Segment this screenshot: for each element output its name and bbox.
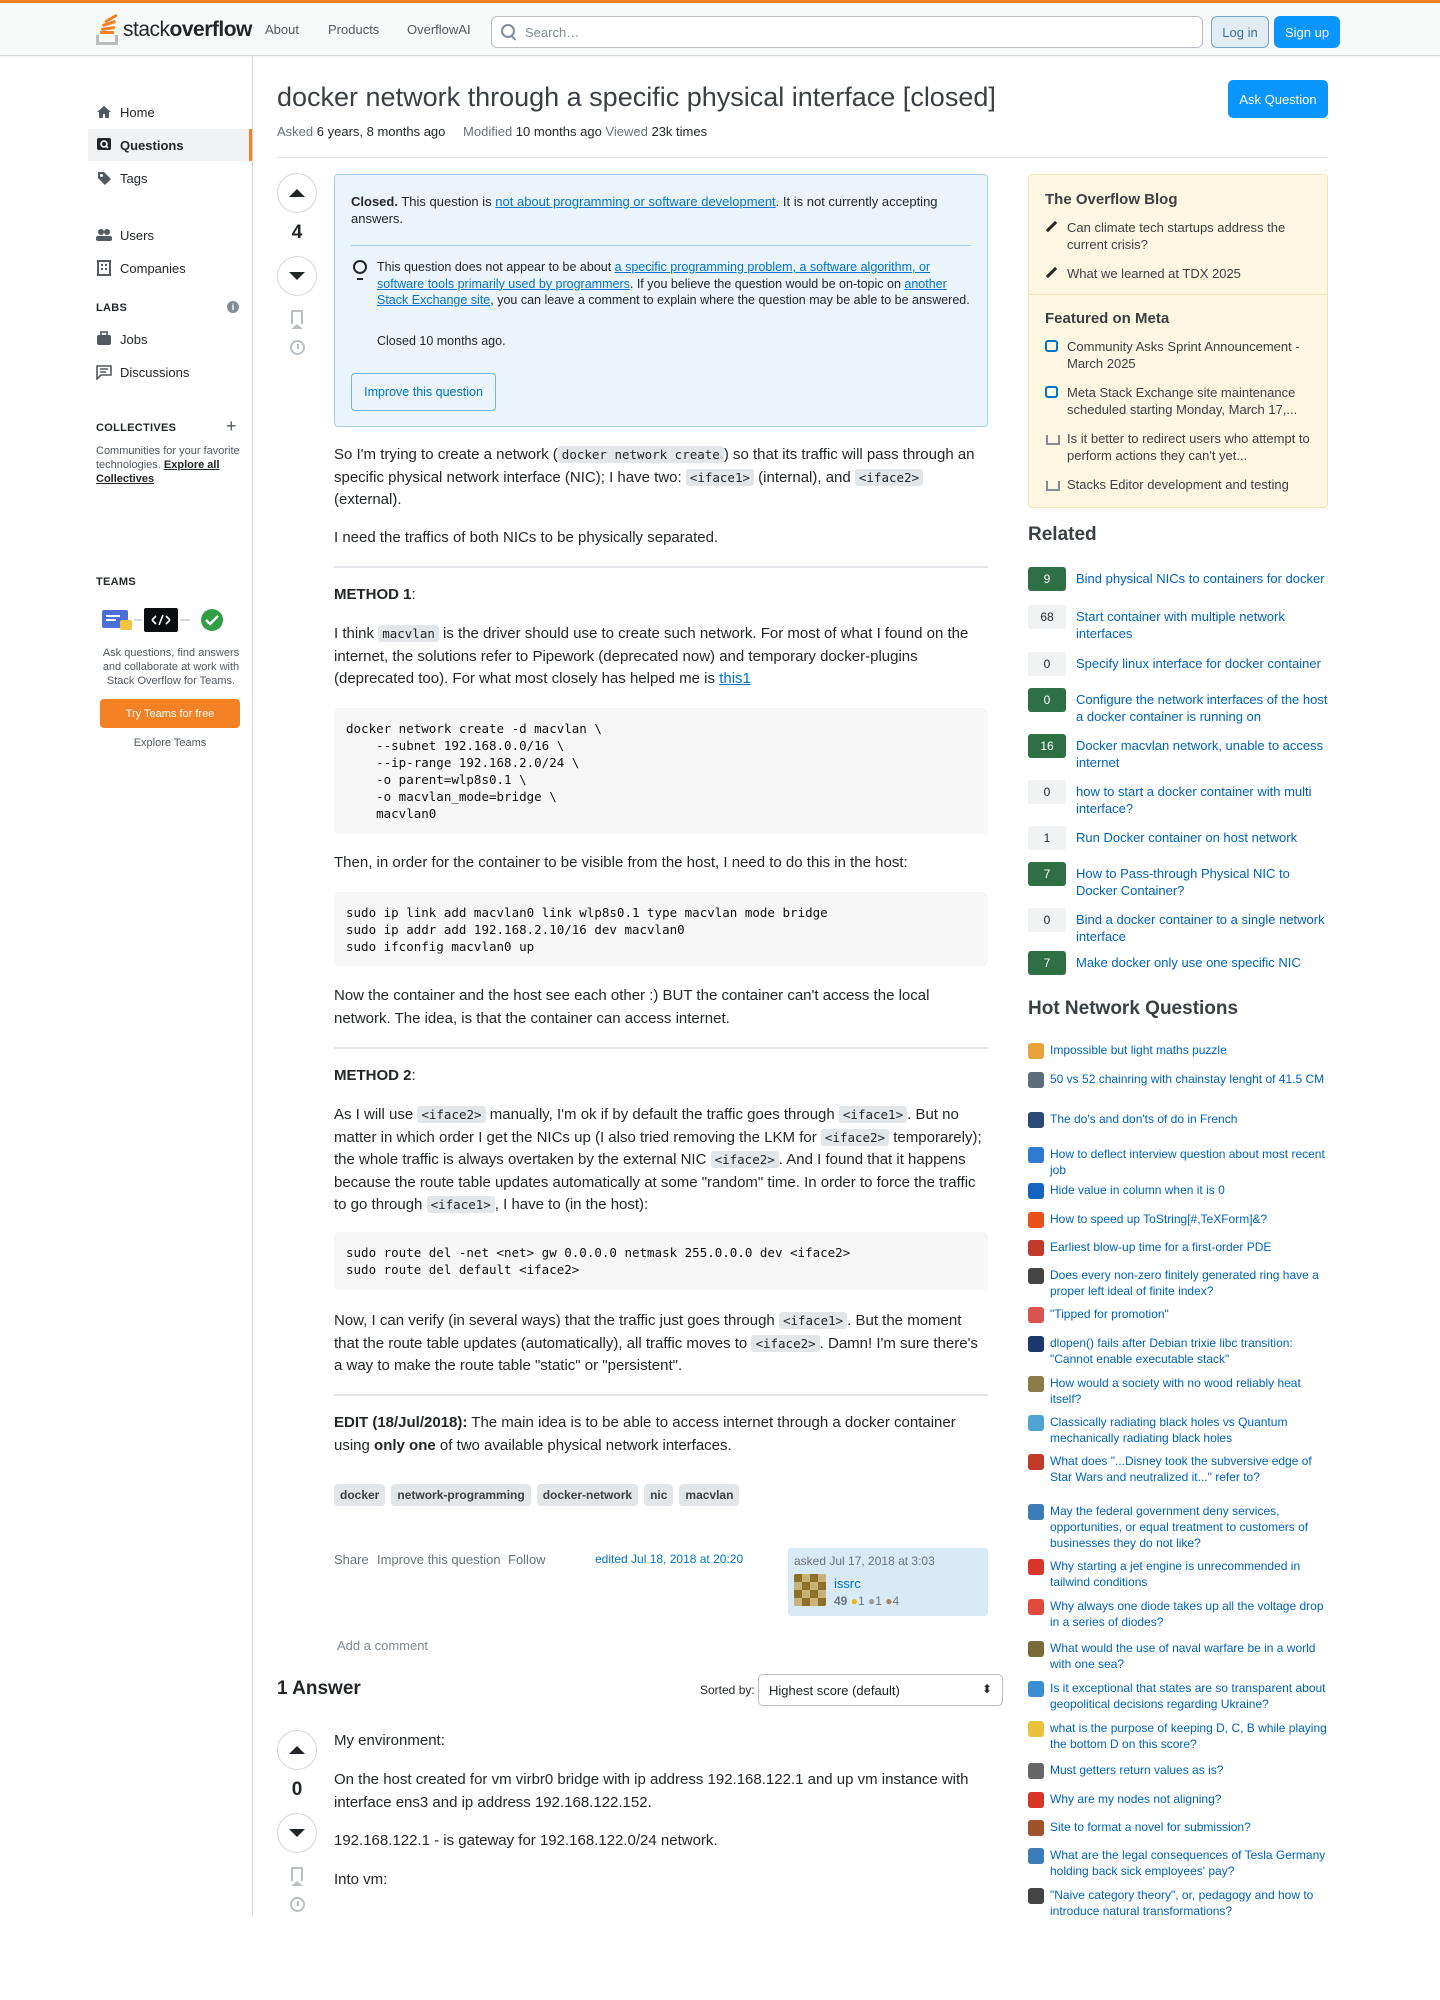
hot-question-title: Is it exceptional that states are so transparent about geopolitical decisions regarding Ukraine? xyxy=(1050,1681,1326,1711)
nav-products[interactable]: Products xyxy=(328,22,380,37)
hot-question-title: What would the use of naval warfare be in a world with one sea? xyxy=(1050,1641,1316,1671)
answer-downvote-button[interactable] xyxy=(277,1813,317,1853)
question-paragraph-7: Now, I can verify (in several ways) that the traffic just goes through <iface1> . But the moment that the route table updates (automatically), all traffic moves to <iface2> . Damn! I'm sure there's a way to make the route table "static" or "persistent". xyxy=(334,1312,978,1374)
question-paragraph-2: I need the traffics of both NICs to be physically separated. xyxy=(334,529,719,546)
related-question-link[interactable] xyxy=(1028,652,1328,676)
site-favicon-icon xyxy=(1028,1336,1044,1352)
hot-question-title: What does "...Disney took the subversive edge of Star Wars and neutralized it..." refer to? xyxy=(1050,1454,1312,1484)
sidebar-item-companies[interactable]: Companies xyxy=(88,252,252,284)
hot-question-link[interactable] xyxy=(1028,1239,1328,1256)
answer-count-badge: 7 xyxy=(1028,951,1066,975)
nav-overflowai[interactable]: OverflowAI xyxy=(407,22,471,37)
this1-link[interactable]: this1 xyxy=(719,670,751,687)
method2-heading: METHOD 2: xyxy=(334,1067,416,1084)
pencil-icon xyxy=(1045,221,1057,233)
hot-question-title: Site to format a novel for submission? xyxy=(1050,1820,1251,1834)
edited-link[interactable]: edited Jul 18, 2018 at 20:20 xyxy=(595,1552,744,1566)
teams-text: Ask questions, find answers and collaborate at work with Stack Overflow for Teams. xyxy=(102,647,240,687)
site-favicon-icon xyxy=(1028,1848,1044,1864)
hot-question-title: "Naive category theory", or, pedagogy and how to introduce natural transformations? xyxy=(1050,1888,1314,1918)
related-question-link[interactable] xyxy=(1028,780,1328,817)
related-heading: Related xyxy=(1028,524,1097,545)
hot-question-link[interactable] xyxy=(1028,1453,1328,1485)
sort-label: Sorted by: xyxy=(700,1683,755,1697)
hot-question-title: dlopen() fails after Debian trixie libc transition: "Cannot enable executable stack" xyxy=(1050,1336,1293,1366)
hot-question-title: Does every non-zero finitely generated ring have a proper left ideal of finite index? xyxy=(1050,1268,1319,1298)
asker-card: asked Jul 17, 2018 at 3:03 issrc 49 ●1 ●1 ●4 xyxy=(788,1548,988,1616)
site-favicon-icon xyxy=(1028,1240,1044,1256)
code-block-3[interactable]: sudo route del -net <net> gw 0.0.0.0 netmask 255.0.0.0 dev <iface2> sudo route del default <iface2> xyxy=(334,1232,988,1290)
sidebar-item-users[interactable]: Users xyxy=(88,219,252,251)
sidebar-item-questions[interactable]: Questions xyxy=(88,129,252,161)
stackoverflow-logo[interactable]: stackoverflow xyxy=(96,13,252,47)
stack-exchange-link[interactable]: another Stack Exchange site xyxy=(377,276,947,307)
chat-icon xyxy=(1045,340,1058,352)
meta-item[interactable]: Is it better to redirect users who attempt to perform actions they can't yet... xyxy=(1045,430,1315,464)
related-question-title: Docker macvlan network, unable to access internet xyxy=(1076,738,1324,770)
site-favicon-icon xyxy=(1028,1559,1044,1575)
off-topic-link[interactable]: not about programming or software development xyxy=(495,194,776,209)
tag-docker-network[interactable]: docker-network xyxy=(537,1484,638,1506)
stack-overflow-icon xyxy=(1045,432,1058,445)
answer-paragraph-4: Into vm: xyxy=(334,1871,388,1888)
site-favicon-icon xyxy=(1028,1147,1044,1163)
hot-question-title: Hide value in column when it is 0 xyxy=(1050,1183,1225,1197)
hot-question-link[interactable] xyxy=(1028,1887,1328,1919)
hot-question-link[interactable] xyxy=(1028,1111,1328,1128)
answer-count-badge: 9 xyxy=(1028,567,1066,591)
questions-icon xyxy=(96,137,112,153)
hot-question-link[interactable] xyxy=(1028,1042,1328,1059)
modified-link[interactable]: 10 months ago xyxy=(515,124,602,139)
question-paragraph-1: So I'm trying to create a network ( docker network create ) so that its traffic will pass through an specific physical network interface (NIC); I have two: <iface1> (internal), and <iface2> (external). xyxy=(334,446,975,508)
answer-paragraph-1: My environment: xyxy=(334,1732,445,1749)
answers-heading: 1 Answer xyxy=(277,1678,361,1699)
improve-question-button[interactable]: Improve this question xyxy=(351,373,496,411)
related-question-link[interactable] xyxy=(1028,908,1328,945)
hot-question-link[interactable] xyxy=(1028,1211,1328,1228)
tag-list xyxy=(334,1484,739,1506)
sidebar-item-tags[interactable]: Tags xyxy=(88,162,252,194)
site-favicon-icon xyxy=(1028,1888,1044,1904)
related-question-title: Bind physical NICs to containers for docker xyxy=(1076,571,1325,586)
hot-question-title: Why are my nodes not aligning? xyxy=(1050,1792,1222,1806)
site-favicon-icon xyxy=(1028,1820,1044,1836)
share-link[interactable]: Share xyxy=(334,1552,369,1567)
related-question-link[interactable] xyxy=(1028,605,1328,642)
on-topic-link[interactable]: a specific programming problem, a software algorithm, or software tools primarily used by programmers xyxy=(377,260,931,291)
users-icon xyxy=(96,227,112,243)
site-favicon-icon xyxy=(1028,1307,1044,1323)
header-divider xyxy=(277,157,1328,158)
answer-count-badge: 68 xyxy=(1028,605,1066,629)
left-sidebar xyxy=(88,56,253,1916)
related-question-link[interactable] xyxy=(1028,567,1328,591)
answer-paragraph-3: 192.168.122.1 - is gateway for 192.168.122.0/24 network. xyxy=(334,1832,718,1849)
add-comment-link[interactable]: Add a comment xyxy=(337,1638,429,1653)
labs-heading: LABS xyxy=(96,302,128,314)
answer-upvote-button[interactable] xyxy=(277,1730,317,1770)
hot-question-link[interactable] xyxy=(1028,1306,1328,1323)
hot-question-link[interactable] xyxy=(1028,1819,1328,1836)
site-favicon-icon xyxy=(1028,1504,1044,1520)
hot-question-link[interactable] xyxy=(1028,1791,1328,1808)
hot-question-link[interactable] xyxy=(1028,1071,1328,1088)
downvote-button[interactable] xyxy=(277,256,317,296)
related-question-title: Make docker only use one specific NIC xyxy=(1076,955,1301,970)
hot-question-link[interactable] xyxy=(1028,1146,1328,1178)
meta-heading: Featured on Meta xyxy=(1045,310,1170,327)
hot-question-title: Impossible but light maths puzzle xyxy=(1050,1043,1227,1057)
bookmark-icon[interactable] xyxy=(291,310,303,324)
closed-notice: Closed. This question is not about programming or software development. It is not currently accepting answers. This question does not appear to be about a specific programming problem, a software algorithm, or software tools primarily used by programmers. If you believe the question would be on-topic on another Stack Exchange site, you can leave a comment to explain where the question may be able to be answered. Closed 10 months ago. Improve this question xyxy=(334,174,988,427)
site-favicon-icon xyxy=(1028,1268,1044,1284)
tag-macvlan[interactable]: macvlan xyxy=(679,1484,739,1506)
nav-about[interactable]: About xyxy=(265,22,299,37)
related-question-title: Bind a docker container to a single network interface xyxy=(1076,912,1325,944)
companies-icon xyxy=(96,260,112,276)
hot-question-link[interactable] xyxy=(1028,1847,1328,1879)
hot-question-title: How to deflect interview question about most recent job xyxy=(1050,1147,1325,1177)
related-question-title: how to start a docker container with multi interface? xyxy=(1076,784,1312,816)
hot-question-title: 50 vs 52 chainring with chainstay lenght of 41.5 CM xyxy=(1050,1072,1325,1086)
related-question-link[interactable] xyxy=(1028,862,1328,899)
upvote-button[interactable] xyxy=(277,173,317,213)
hot-question-title: Why always one diode takes up all the voltage drop in a series of diodes? xyxy=(1050,1599,1324,1629)
info-icon[interactable]: i xyxy=(227,301,239,313)
hot-question-link[interactable] xyxy=(1028,1598,1328,1630)
home-icon xyxy=(96,104,112,120)
site-favicon-icon xyxy=(1028,1112,1044,1128)
user-name-link[interactable]: issrc xyxy=(834,1576,861,1591)
code-block-2[interactable]: sudo ip link add macvlan0 link wlp8s0.1 type macvlan mode bridge sudo ip addr add 192.168.2.10/16 dev macvlan0 sudo ifconfig macvlan0 up xyxy=(334,892,988,966)
question-paragraph-6: As I will use <iface2> manually, I'm ok if by default the traffic goes through <iface1> . But no matter in which order I get the NICs up (I also tried removing the LKM for <iface2> temporarely); the whole traffic is always overtaken by the external NIC <iface2> . And I found that it happens because the route table updates automatically at some "random" time. In order to force the traffic to go through <iface1> , I have to (in the host): xyxy=(334,1106,982,1213)
hot-question-link[interactable] xyxy=(1028,1640,1328,1672)
site-favicon-icon xyxy=(1028,1212,1044,1228)
try-teams-button[interactable]: Try Teams for free xyxy=(100,699,240,728)
related-question-title: Configure the network interfaces of the host a docker container is running on xyxy=(1076,692,1328,724)
user-reputation: 49 ●1 ●1 ●4 xyxy=(834,1594,900,1608)
hot-question-link[interactable] xyxy=(1028,1335,1328,1367)
hot-question-link[interactable] xyxy=(1028,1720,1328,1752)
hot-question-link[interactable] xyxy=(1028,1414,1328,1446)
hot-question-link[interactable] xyxy=(1028,1762,1328,1779)
related-question-title: Run Docker container on host network xyxy=(1076,830,1298,845)
hot-network-heading: Hot Network Questions xyxy=(1028,998,1239,1019)
hot-question-title: May the federal government deny services, opportunities, or equal treatment to customers of businesses they do not like? xyxy=(1050,1504,1309,1550)
site-favicon-icon xyxy=(1028,1599,1044,1615)
answer-score: 0 xyxy=(291,1779,303,1800)
site-favicon-icon xyxy=(1028,1183,1044,1199)
blog-item[interactable]: Can climate tech startups address the current crisis? xyxy=(1045,219,1315,253)
site-favicon-icon xyxy=(1028,1763,1044,1779)
answer-count-badge: 16 xyxy=(1028,734,1066,758)
hot-question-title: Classically radiating black holes vs Quantum mechanically radiating black holes xyxy=(1050,1415,1288,1445)
signup-button[interactable]: Sign up xyxy=(1274,16,1340,48)
stack-logo-icon xyxy=(96,15,120,45)
related-question-title: Start container with multiple network interfaces xyxy=(1076,609,1285,641)
explore-teams-link[interactable]: Explore Teams xyxy=(133,737,207,749)
hot-question-link[interactable] xyxy=(1028,1267,1328,1299)
hot-question-link[interactable] xyxy=(1028,1503,1328,1551)
related-question-title: How to Pass-through Physical NIC to Docker Container? xyxy=(1076,866,1290,898)
answer-count-badge: 0 xyxy=(1028,908,1066,932)
related-question-title: Specify linux interface for docker container xyxy=(1076,656,1321,671)
follow-link[interactable]: Follow xyxy=(508,1552,546,1567)
sort-select[interactable]: Highest score (default) ⬍ xyxy=(758,1674,1003,1706)
hot-question-title: How would a society with no wood reliably heat itself? xyxy=(1050,1376,1301,1406)
hot-question-title: How to speed up ToString[#,TeXForm]&? xyxy=(1050,1212,1268,1226)
hot-question-link[interactable] xyxy=(1028,1375,1328,1407)
answer-history-icon[interactable] xyxy=(290,1897,305,1912)
answer-count-badge: 7 xyxy=(1028,862,1066,886)
meta-item[interactable]: Meta Stack Exchange site maintenance scheduled starting Monday, March 17,... xyxy=(1045,384,1315,418)
answer-paragraph-2: On the host created for vm virbr0 bridge with ip address 192.168.122.1 and up vm instance with interface ens3 and ip address 192.168.122.152. xyxy=(334,1771,969,1811)
hot-question-title: What are the legal consequences of Tesla Germany holding back sick employees' pay? xyxy=(1050,1848,1326,1878)
stack-overflow-icon xyxy=(1045,478,1058,491)
question-score: 4 xyxy=(291,222,303,243)
blog-item[interactable]: What we learned at TDX 2025 xyxy=(1045,265,1315,282)
site-favicon-icon xyxy=(1028,1721,1044,1737)
site-favicon-icon xyxy=(1028,1043,1044,1059)
overflow-blog-widget xyxy=(1028,174,1328,508)
site-favicon-icon xyxy=(1028,1376,1044,1392)
site-favicon-icon xyxy=(1028,1415,1044,1431)
avatar[interactable] xyxy=(794,1574,826,1606)
related-question-link[interactable] xyxy=(1028,734,1328,771)
teams-heading: TEAMS xyxy=(96,576,136,588)
teams-illustration-icon xyxy=(100,608,240,632)
meta-item[interactable]: Community Asks Sprint Announcement - March 2025 xyxy=(1045,338,1315,372)
tag-nic[interactable]: nic xyxy=(644,1484,673,1506)
site-favicon-icon xyxy=(1028,1681,1044,1697)
briefcase-icon xyxy=(96,331,112,347)
collectives-text: Communities for your favorite technologies. Explore all Collectives xyxy=(96,445,240,485)
hot-question-title: "Tipped for promotion" xyxy=(1050,1307,1169,1321)
sidebar-item-jobs[interactable]: Jobs xyxy=(88,323,252,355)
login-button[interactable]: Log in xyxy=(1211,16,1269,48)
section-divider xyxy=(334,1047,988,1049)
blog-heading: The Overflow Blog xyxy=(1045,191,1178,208)
hot-question-title: Why starting a jet engine is unrecommended in tailwind conditions xyxy=(1050,1559,1301,1589)
hot-question-title: The do's and don'ts of do in French xyxy=(1050,1112,1238,1126)
site-favicon-icon xyxy=(1028,1792,1044,1808)
hot-question-title: what is the purpose of keeping D, C, B while playing the bottom D on this score? xyxy=(1050,1721,1327,1751)
code-block-1[interactable]: docker network create -d macvlan \ --subnet 192.168.0.0/16 \ --ip-range 192.168.2.0/24 \ -o parent=wlp8s0.1 \ -o macvlan_mode=bridge \ macvlan0 xyxy=(334,708,988,834)
question-paragraph-4: Then, in order for the container to be visible from the host, I need to do this in the host: xyxy=(334,854,908,871)
explore-collectives-link[interactable]: Explore all Collectives xyxy=(96,459,220,485)
answer-count-badge: 0 xyxy=(1028,688,1066,712)
site-favicon-icon xyxy=(1028,1641,1044,1657)
answer-count-badge: 0 xyxy=(1028,780,1066,804)
question-meta: Asked 6 years, 8 months ago Modified 10 months ago Viewed 23k times xyxy=(277,124,708,139)
improve-question-link[interactable]: Improve this question xyxy=(377,1552,501,1567)
question-edit-note: EDIT (18/Jul/2018): The main idea is to be able to access internet through a docker container using only one of two available physical network interfaces. xyxy=(334,1414,956,1454)
sidebar-item-discussions[interactable]: Discussions xyxy=(88,356,252,388)
search-box xyxy=(491,16,1203,48)
meta-item[interactable]: Stacks Editor development and testing xyxy=(1045,476,1315,493)
tag-docker[interactable]: docker xyxy=(334,1484,385,1506)
tag-network-programming[interactable]: network-programming xyxy=(391,1484,530,1506)
site-favicon-icon xyxy=(1028,1072,1044,1088)
hot-question-title: Must getters return values as is? xyxy=(1050,1763,1224,1777)
pencil-icon xyxy=(1045,267,1057,279)
question-paragraph-5: Now the container and the host see each other :) BUT the container can't access the local network. The idea, is that the container can access internet. xyxy=(334,987,930,1027)
history-icon[interactable] xyxy=(290,340,305,355)
ask-question-button[interactable]: Ask Question xyxy=(1228,80,1328,118)
top-bar xyxy=(0,0,1440,56)
method1-heading: METHOD 1: xyxy=(334,586,416,603)
hot-question-link[interactable] xyxy=(1028,1182,1328,1199)
answer-bookmark-icon[interactable] xyxy=(291,1867,303,1881)
answer-count-badge: 0 xyxy=(1028,652,1066,676)
search-input[interactable] xyxy=(525,25,1175,40)
answer-count-badge: 1 xyxy=(1028,826,1066,850)
related-question-link[interactable] xyxy=(1028,826,1328,850)
hot-question-title: Earliest blow-up time for a first-order PDE xyxy=(1050,1240,1272,1254)
hot-question-link[interactable] xyxy=(1028,1680,1328,1712)
sidebar-item-home[interactable]: Home xyxy=(88,96,252,128)
closed-time: Closed 10 months ago. xyxy=(377,334,506,348)
chat-icon xyxy=(1045,386,1058,398)
site-favicon-icon xyxy=(1028,1454,1044,1470)
related-question-link[interactable] xyxy=(1028,688,1328,725)
question-title[interactable]: docker network through a specific physical interface [closed] xyxy=(277,82,996,112)
related-question-link[interactable] xyxy=(1028,951,1328,975)
discussion-icon xyxy=(96,364,112,380)
collectives-heading: COLLECTIVES xyxy=(96,422,177,434)
question-paragraph-3: I think macvlan is the driver should use to create such network. For most of what I found on the internet, the solutions refer to Pipework (deprecated now) and temporary docker-plugins (deprecated too). For what most closely has helped me is this1 xyxy=(334,625,969,687)
hot-question-link[interactable] xyxy=(1028,1558,1328,1590)
section-divider xyxy=(334,1394,988,1396)
search-icon xyxy=(501,24,517,40)
tag-icon xyxy=(96,170,112,186)
section-divider xyxy=(334,566,988,568)
lightbulb-icon xyxy=(353,260,367,274)
plus-icon[interactable]: + xyxy=(226,416,237,436)
